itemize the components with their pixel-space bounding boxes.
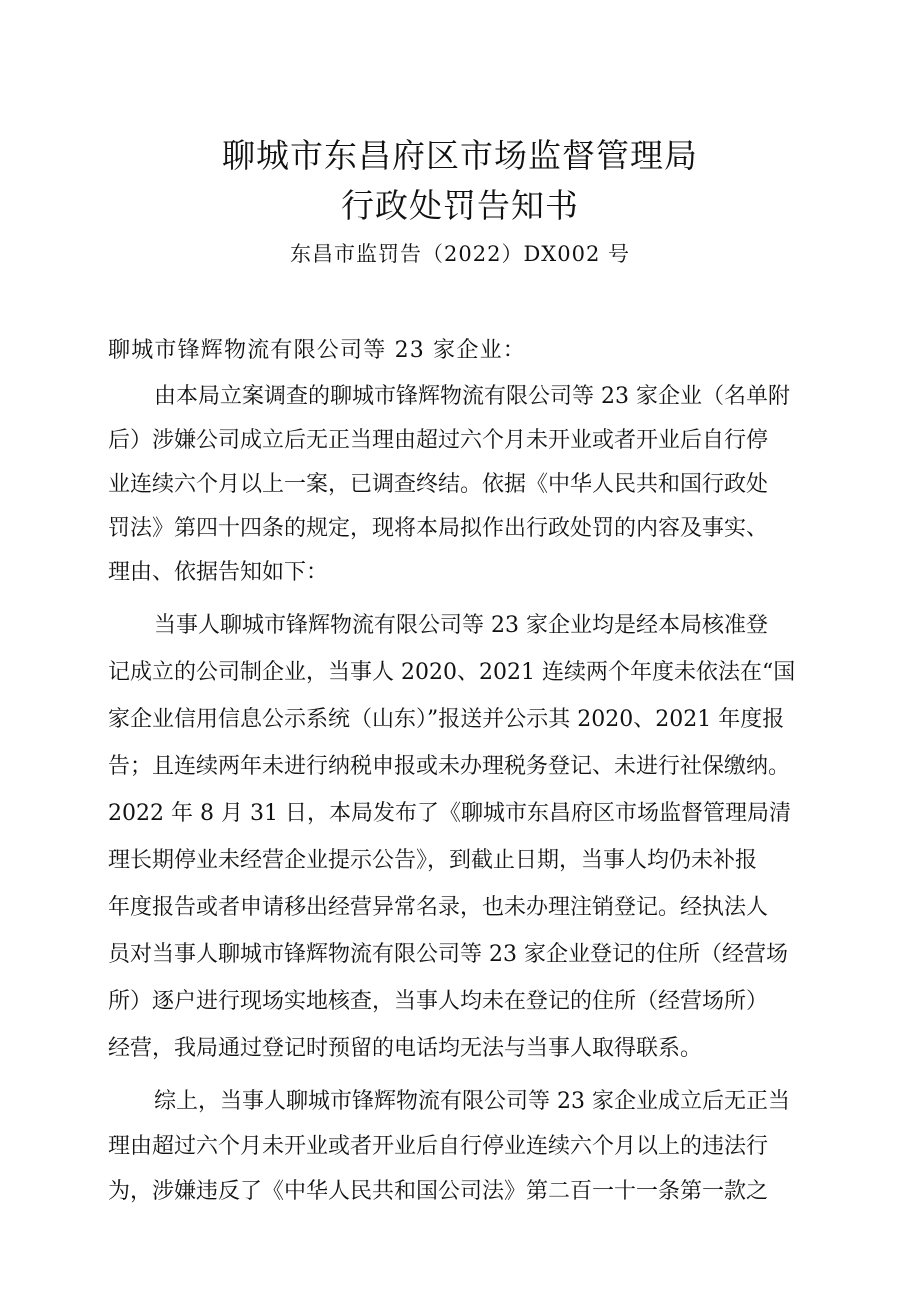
paragraph-line: 经营，我局通过登记时预留的电话均无法与当事人取得联系。 — [108, 1036, 703, 1061]
document-title-line-1: 聊城市东昌府区市场监督管理局 — [222, 136, 698, 175]
paragraph-line: 业连续六个月以上一案，已调查终结。依据《中华人民共和国行政处 — [108, 472, 769, 497]
document-title-line-2: 行政处罚告知书 — [341, 186, 579, 225]
paragraph-line: 员对当事人聊城市锋辉物流有限公司等 23 家企业登记的住所（经营场 — [108, 942, 788, 967]
paragraph-line: 罚法》第四十四条的规定，现将本局拟作出行政处罚的内容及事实、 — [108, 516, 769, 541]
paragraph-line: 2022 年 8 月 31 日，本局发布了《聊城市东昌府区市场监督管理局清 — [108, 801, 791, 826]
paragraph-line: 综上，当事人聊城市锋辉物流有限公司等 23 家企业成立后无正当 — [154, 1089, 790, 1114]
paragraph-line: 理长期停业未经营企业提示公告》，到截止日期，当事人均仍未补报 — [108, 848, 758, 873]
paragraph-line: 所）逐户进行现场实地核查，当事人均未在登记的住所（经营场所） — [108, 989, 769, 1014]
document-number: 东昌市监罚告（2022）DX002 号 — [290, 242, 630, 266]
paragraph-line: 理由、依据告知如下： — [108, 560, 329, 585]
paragraph-line: 理由超过六个月未开业或者开业后自行停业连续六个月以上的违法行 — [108, 1134, 769, 1159]
paragraph-line: 年度报告或者申请移出经营异常名录，也未办理注销登记。经执法人 — [108, 895, 769, 920]
paragraph-line: 后）涉嫌公司成立后无正当理由超过六个月未开业或者开业后自行停 — [108, 428, 769, 453]
paragraph-line: 由本局立案调查的聊城市锋辉物流有限公司等 23 家企业（名单附 — [154, 384, 790, 409]
salutation: 聊城市锋辉物流有限公司等 23 家企业： — [108, 338, 526, 363]
paragraph-line: 告；且连续两年未进行纳税申报或未办理税务登记、未进行社保缴纳。 — [108, 754, 791, 779]
paragraph-line: 当事人聊城市锋辉物流有限公司等 23 家企业均是经本局核准登 — [154, 613, 768, 638]
paragraph-line: 家企业信用信息公示系统（山东）”报送并公示其 2020、2021 年度报 — [108, 707, 785, 732]
paragraph-line: 为，涉嫌违反了《中华人民共和国公司法》第二百一十一条第一款之 — [108, 1179, 769, 1204]
paragraph-line: 记成立的公司制企业，当事人 2020、2021 连续两个年度未依法在“国 — [108, 660, 796, 685]
